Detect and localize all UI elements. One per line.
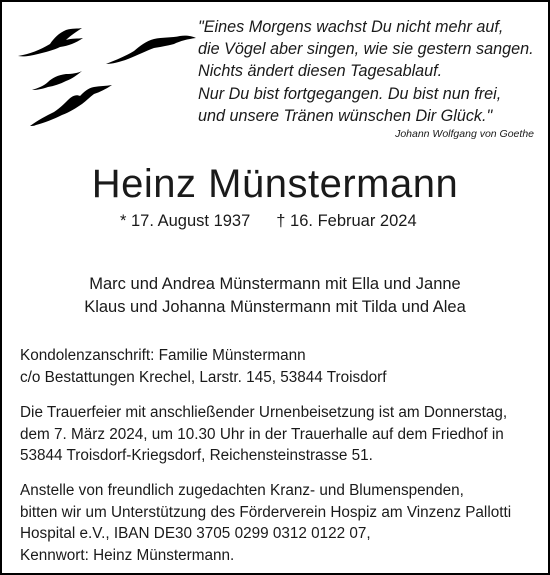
bird-4	[30, 85, 112, 126]
ceremony-info	[20, 402, 540, 467]
donation-line: Anstelle von freundlich zugedachten Kranz- und Blumenspenden,	[20, 482, 464, 499]
poem-line: Nur Du bist fortgegangen. Du bist nun frei,	[198, 84, 502, 103]
poem-line: Nichts ändert diesen Tagesablauf.	[198, 62, 443, 81]
poem-line: und unsere Tränen wünschen Dir Glück."	[198, 106, 493, 125]
poem-line: die Vögel aber singen, wie sie gestern sangen.	[198, 40, 534, 59]
deceased-name: Heinz Münstermann	[91, 162, 459, 206]
poem-quote	[198, 16, 538, 127]
donation-line: Kennwort: Heinz Münstermann.	[20, 546, 235, 564]
donation-line: Hospital e.V., IBAN DE30 3705 0299 0312 0122 07,	[20, 525, 371, 542]
donation-line: bitten wir um Unterstützung des Förderverein Hospiz am Vinzenz Pallotti	[20, 503, 512, 521]
donation-info	[20, 480, 540, 566]
life-dates	[120, 210, 417, 232]
flying-birds-icon	[16, 24, 201, 136]
family-members	[2, 273, 548, 319]
ceremony-line: Die Trauerfeier mit anschließender Urnenbeisetzung ist am Donnerstag,	[20, 404, 508, 421]
bird-3	[32, 71, 82, 90]
condolence-address	[20, 345, 540, 388]
death-date: † 16. Februar 2024	[276, 212, 417, 230]
ceremony-line: dem 7. März 2024, um 10.30 Uhr in der Trauerhalle auf dem Friedhof in	[20, 425, 504, 443]
bird-2	[106, 36, 196, 64]
bird-1	[18, 28, 83, 56]
condolence-line: c/o Bestattungen Krechel, Larstr. 145, 53844 Troisdorf	[20, 368, 387, 386]
ceremony-line: 53844 Troisdorf-Kriegsdorf, Reichensteinstrasse 51.	[20, 447, 373, 464]
condolence-line: Kondolenzanschrift: Familie Münstermann	[20, 347, 306, 364]
family-line: Klaus und Johanna Münstermann mit Tilda und Alea	[84, 298, 466, 316]
poem-line: "Eines Morgens wachst Du nicht mehr auf,	[198, 18, 504, 36]
family-line: Marc und Andrea Münstermann mit Ella und Janne	[89, 275, 461, 293]
poem-author: Johann Wolfgang von Goethe	[395, 128, 534, 140]
birth-date: * 17. August 1937	[120, 212, 251, 230]
